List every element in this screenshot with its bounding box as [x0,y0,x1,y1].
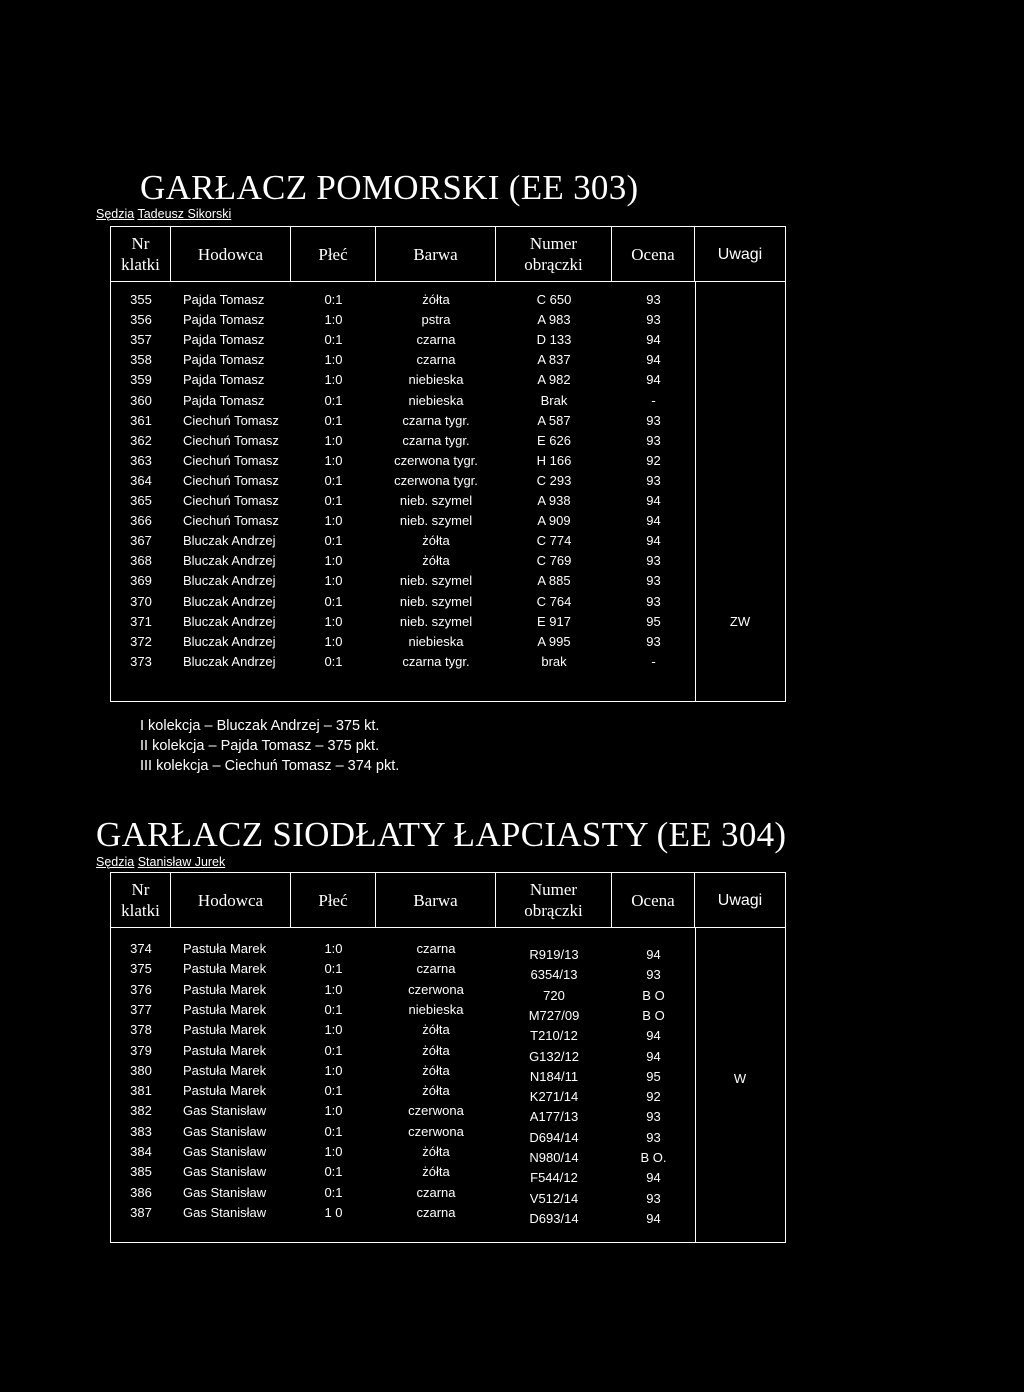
cell-color: żółta [422,1062,450,1078]
cell-cage-number: 387 [130,1204,152,1220]
header-ring-number: Numer obrączki [496,873,612,927]
table-row [111,531,785,551]
cell-score: 92 [646,1089,661,1105]
cell-cage-number: 369 [130,573,152,589]
table-row [111,391,785,411]
cell-sex: 0:1 [324,1083,343,1099]
table-row [111,491,785,511]
cell-color: czarna [416,332,456,348]
judge-name: Stanisław Jurek [137,855,226,869]
cell-score: 93 [646,312,661,328]
cell-color: nieb. szymel [399,513,473,529]
cell-score: 93 [646,412,661,428]
cell-remarks [695,391,785,411]
cell-color: nieb. szymel [399,613,473,629]
cell-remarks [695,652,785,672]
cell-cage-number: 365 [130,493,152,508]
cell-score: - [651,653,656,669]
section2-judge [96,855,225,869]
cell-ring-number: C 769 [536,553,572,569]
summary-line: I kolekcja – Bluczak Andrzej – 375 kt. [140,718,380,734]
cell-remarks [695,350,785,370]
cell-ring-number: E 626 [537,432,571,448]
cell-score: 94 [646,1210,661,1226]
cell-color: czerwona tygr. [394,452,478,468]
cell-color: czerwona [408,1103,464,1119]
cell-sex: 0:1 [324,593,343,609]
cell-breeder: Pajda Tomasz [183,352,265,368]
cell-score: 93 [646,1129,661,1145]
cell-color: czarna [416,961,456,977]
cell-ring-number: A177/13 [529,1109,579,1125]
table-row [111,980,785,1003]
cell-remarks [695,451,785,471]
cell-ring-number: N184/11 [529,1068,579,1084]
cell-sex: 1:0 [324,513,343,529]
section1-title: GARŁACZ POMORSKI (EE 303) [140,168,639,207]
cell-breeder: Gas Stanisław [183,1103,267,1119]
cell-breeder: Pastuła Marek [183,1022,267,1038]
cell-sex: 1:0 [324,1062,343,1078]
cell-cage-number: 383 [130,1123,152,1139]
section2-title: GARŁACZ SIODŁATY ŁAPCIASTY (EE 304) [96,815,787,854]
cell-cage-number: 372 [130,633,152,649]
cell-remarks [695,330,785,350]
cell-score: - [651,392,656,408]
cell-color: żółta [422,292,450,307]
table-row [111,1162,785,1186]
cell-ring-number: A 909 [537,513,571,529]
table-row [111,471,785,491]
header-score: Ocena [612,227,695,281]
cell-sex: 0:1 [324,653,343,669]
cell-ring-number: H 166 [536,452,572,468]
cell-ring-number: A 837 [537,352,571,368]
table-row [111,451,785,471]
table-row [111,1041,785,1064]
cell-breeder: Bluczak Andrzej [183,573,276,589]
section1-summary [140,716,399,776]
cell-ring-number: Brak [540,392,568,408]
table-row [111,1142,785,1165]
cell-sex: 1:0 [324,452,343,468]
header-color: Barwa [376,873,496,927]
cell-color: żółta [422,1164,450,1180]
cell-score: 93 [646,633,661,649]
cell-breeder: Pajda Tomasz [183,292,265,307]
header-breeder: Hodowca [171,873,291,927]
cell-sex: 0:1 [324,292,343,307]
cell-score: 93 [646,553,661,569]
cell-breeder: Gas Stanisław [183,1184,267,1200]
cell-breeder: Bluczak Andrzej [183,653,276,669]
cell-cage-number: 381 [130,1083,152,1099]
table-header [111,227,785,282]
table-row [111,939,785,962]
cell-cage-number: 384 [130,1144,152,1159]
cell-sex: 1:0 [324,941,343,956]
cell-sex: 1:0 [324,553,343,569]
cell-remarks [695,411,785,431]
table-row [111,652,785,672]
cell-color: czarna [416,352,456,368]
header-cage-number: Nr klatki [111,873,171,927]
cell-ring-number: M727/09 [528,1007,580,1023]
cell-breeder: Pastuła Marek [183,1062,267,1078]
summary-line: III kolekcja – Ciechuń Tomasz – 374 pkt. [140,758,400,774]
table-row [111,431,785,451]
cell-color: czarna tygr. [402,432,470,448]
cell-score: 93 [646,593,661,609]
header-remarks: Uwagi [717,891,763,909]
cell-ring-number: C 764 [536,593,572,609]
cell-score: 93 [646,573,661,589]
cell-color: żółta [422,1042,450,1058]
cell-cage-number: 373 [130,653,152,669]
cell-ring-number: C 774 [536,533,572,549]
cell-score: B O [642,1007,665,1023]
cell-score: 94 [646,1170,661,1186]
cell-breeder: Gas Stanisław [183,1123,267,1139]
cell-score: 94 [646,1048,661,1064]
cell-ring-number: brak [541,653,567,669]
cell-score: 93 [646,1109,661,1125]
cell-color: żółta [422,533,450,549]
cell-sex: 1 0 [324,1204,343,1220]
cell-cage-number: 355 [130,292,152,307]
cell-score: 94 [646,947,661,962]
cell-ring-number: E 917 [537,613,571,629]
cell-sex: 0:1 [324,472,343,488]
cell-color: żółta [422,1083,450,1099]
cell-sex: 0:1 [324,1001,343,1017]
cell-color: niebieska [408,372,464,388]
cell-color: nieb. szymel [399,573,473,589]
cell-cage-number: 378 [130,1022,152,1038]
cell-sex: 1:0 [324,1144,343,1159]
cell-score: 95 [646,613,661,629]
cell-breeder: Ciechuń Tomasz [183,493,279,508]
table-row [111,290,785,310]
header-sex: Płeć [291,873,376,927]
cell-sex: 1:0 [324,432,343,448]
remark-cell: W [733,1071,747,1086]
cell-sex: 0:1 [324,1164,343,1180]
cell-cage-number: 370 [130,593,152,609]
cell-color: czerwona [408,1123,464,1139]
cell-score: 95 [646,1068,661,1084]
cell-color: czarna tygr. [402,412,470,428]
cell-breeder: Pastuła Marek [183,1083,267,1099]
cell-color: żółta [422,1022,450,1038]
cell-color: nieb. szymel [399,593,473,609]
cell-ring-number: D 133 [536,332,572,348]
cell-score: 93 [646,472,661,488]
cell-cage-number: 367 [130,533,152,549]
cell-cage-number: 380 [130,1062,152,1078]
header-cage-number: Nr klatki [111,227,171,281]
cell-remarks: ZW [729,613,751,629]
table-row [111,592,785,612]
cell-cage-number: 371 [130,613,152,629]
cell-ring-number: 720 [543,987,565,1003]
cell-score: 93 [646,432,661,448]
cell-score: 94 [646,1028,661,1044]
cell-color: niebieska [408,633,464,649]
cell-remarks [695,491,785,511]
table-row [111,551,785,571]
cell-remarks [695,370,785,390]
cell-breeder: Bluczak Andrzej [183,533,276,549]
cell-ring-number: C 650 [536,292,572,307]
cell-breeder: Pastuła Marek [183,961,267,977]
header-breeder: Hodowca [171,227,291,281]
cell-breeder: Gas Stanisław [183,1204,267,1220]
cell-breeder: Bluczak Andrzej [183,613,276,629]
section1-judge [96,207,231,221]
cell-ring-number: A 982 [537,372,571,388]
table-row [111,1203,785,1226]
table-row [111,612,785,632]
cell-remarks [695,431,785,451]
cell-remarks [695,471,785,491]
cell-breeder: Bluczak Andrzej [183,593,276,609]
cell-ring-number: D694/14 [529,1129,579,1145]
cell-breeder: Gas Stanisław [183,1164,267,1180]
cell-color: nieb. szymel [399,493,473,508]
cell-sex: 1:0 [324,981,343,997]
cell-cage-number: 362 [130,432,152,448]
table-row [111,1020,785,1044]
cell-breeder: Pastuła Marek [183,1042,267,1058]
cell-breeder: Pajda Tomasz [183,392,265,408]
cell-breeder: Pajda Tomasz [183,312,265,328]
cell-cage-number: 357 [130,332,152,348]
cell-ring-number: T210/12 [530,1028,578,1044]
cell-ring-number: A 995 [537,633,571,649]
cell-ring-number: A 983 [537,312,571,328]
cell-score: 93 [646,967,661,983]
cell-cage-number: 363 [130,452,152,468]
cell-sex: 1:0 [324,633,343,649]
table-row [111,1101,785,1125]
cell-sex: 1:0 [324,613,343,629]
header-color: Barwa [376,227,496,281]
cell-color: czerwona tygr. [394,472,478,488]
table-row [111,1122,785,1145]
cell-remarks [695,290,785,310]
cell-color: czerwona [408,981,464,997]
table-row [111,571,785,591]
section1-table [110,226,786,702]
cell-cage-number: 358 [130,352,152,368]
cell-remarks [695,511,785,531]
cell-color: niebieska [408,392,464,408]
cell-color: czarna [416,1184,456,1200]
cell-sex: 0:1 [324,332,343,348]
cell-ring-number: C 293 [536,472,572,488]
section2-table [110,872,786,1243]
cell-score: 93 [646,1190,661,1206]
cell-breeder: Ciechuń Tomasz [183,432,279,448]
cell-cage-number: 359 [130,372,152,388]
cell-sex: 0:1 [324,412,343,428]
cell-sex: 1:0 [324,573,343,589]
cell-cage-number: 386 [130,1184,152,1200]
cell-breeder: Ciechuń Tomasz [183,472,279,488]
judge-label: Sędzia [96,207,135,221]
cell-cage-number: 382 [130,1103,152,1119]
cell-sex: 0:1 [324,1042,343,1058]
cell-color: żółta [422,553,450,569]
cell-remarks [695,592,785,612]
cell-remarks [695,551,785,571]
table-header [111,873,785,928]
cell-color: czarna [416,1204,456,1220]
cell-breeder: Bluczak Andrzej [183,633,276,649]
cell-sex: 1:0 [324,1022,343,1038]
table-row [111,632,785,652]
table-row [111,1000,785,1023]
cell-color: żółta [422,1144,450,1159]
cell-color: czarna tygr. [402,653,470,669]
table-row [111,511,785,531]
cell-remarks [695,531,785,551]
cell-score: B O [642,987,665,1003]
cell-ring-number: A 885 [537,573,571,589]
judge-name: Tadeusz Sikorski [137,207,232,221]
table-row [111,959,785,983]
table-row [111,350,785,370]
cell-breeder: Ciechuń Tomasz [183,513,279,529]
cell-sex: 1:0 [324,312,343,328]
table-row [111,1081,785,1105]
cell-cage-number: 379 [130,1042,152,1058]
cell-score: 94 [646,352,661,368]
judge-label: Sędzia [96,855,135,869]
cell-ring-number: G132/12 [529,1048,579,1064]
cell-cage-number: 360 [130,392,152,408]
cell-score: 94 [646,493,661,508]
header-score: Ocena [612,873,695,927]
table-row [111,330,785,350]
cell-ring-number: F544/12 [530,1170,578,1186]
summary-line: II kolekcja – Pajda Tomasz – 375 pkt. [140,738,380,754]
table-row [111,370,785,390]
cell-sex: 1:0 [324,352,343,368]
cell-ring-number: K271/14 [529,1089,579,1105]
cell-breeder: Ciechuń Tomasz [183,452,279,468]
cell-cage-number: 366 [130,513,152,529]
cell-sex: 1:0 [324,372,343,388]
cell-sex: 1:0 [324,1103,343,1119]
cell-ring-number: 6354/13 [530,967,578,983]
cell-breeder: Ciechuń Tomasz [183,412,279,428]
cell-breeder: Bluczak Andrzej [183,553,276,569]
cell-ring-number: N980/14 [529,1150,579,1165]
cell-cage-number: 368 [130,553,152,569]
cell-sex: 0:1 [324,533,343,549]
cell-cage-number: 377 [130,1001,152,1017]
cell-cage-number: 376 [130,981,152,997]
table-row [111,411,785,431]
cell-sex: 0:1 [324,392,343,408]
header-sex: Płeć [291,227,376,281]
header-ring-number: Numer obrączki [496,227,612,281]
cell-breeder: Pajda Tomasz [183,332,265,348]
cell-sex: 0:1 [324,1123,343,1139]
table-row [111,1061,785,1084]
cell-ring-number: A 938 [537,493,571,508]
cell-sex: 0:1 [324,961,343,977]
cell-remarks [695,310,785,330]
cell-breeder: Gas Stanisław [183,1144,267,1159]
cell-breeder: Pajda Tomasz [183,372,265,388]
cell-score: B O. [640,1150,667,1165]
cell-color: pstra [421,312,451,328]
cell-sex: 0:1 [324,1184,343,1200]
cell-breeder: Pastuła Marek [183,941,267,956]
cell-sex: 0:1 [324,493,343,508]
cell-score: 94 [646,332,661,348]
cell-ring-number: V512/14 [529,1190,579,1206]
cell-ring-number: R919/13 [529,947,579,962]
cell-score: 94 [646,533,661,549]
cell-cage-number: 385 [130,1164,152,1180]
cell-remarks [695,571,785,591]
cell-cage-number: 375 [130,961,152,977]
cell-ring-number: D693/14 [529,1210,579,1226]
cell-remarks [695,632,785,652]
cell-color: czarna [416,941,456,956]
cell-score: 92 [646,452,661,468]
cell-cage-number: 364 [130,472,152,488]
cell-score: 94 [646,372,661,388]
cell-cage-number: 374 [130,941,152,956]
cell-breeder: Pastuła Marek [183,1001,267,1017]
cell-score: 94 [646,513,661,529]
cell-cage-number: 356 [130,312,152,328]
cell-color: niebieska [408,1001,464,1017]
cell-breeder: Pastuła Marek [183,981,267,997]
header-remarks: Uwagi [717,245,763,263]
table-row [111,310,785,330]
table-row [111,1183,785,1206]
cell-score: 93 [646,292,661,307]
cell-ring-number: A 587 [537,412,571,428]
cell-cage-number: 361 [130,412,152,428]
